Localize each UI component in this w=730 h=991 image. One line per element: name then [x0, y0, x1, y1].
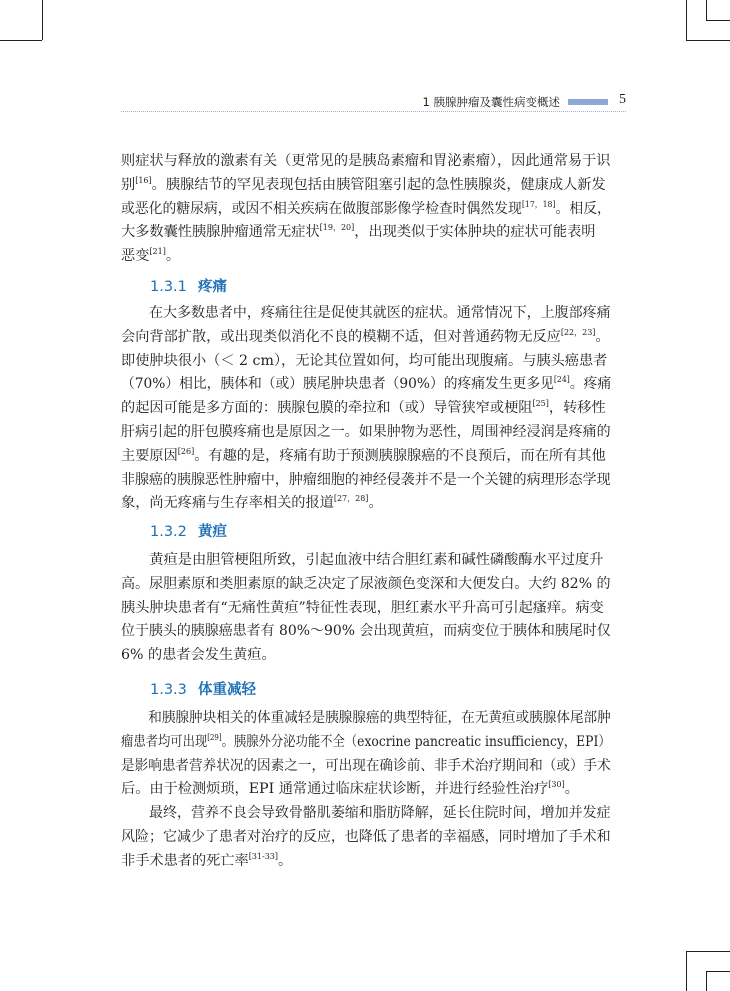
section-heading-pain — [150, 275, 227, 296]
text-line: 后。由于检测烦琐，EPI 通常通过临床症状诊断，并进行经验性治疗[30]。 — [121, 780, 579, 798]
text-line: 风险；它减少了患者对治疗的反应，也降低了患者的幸福感，同时增加了手术和 — [121, 828, 611, 845]
text-line: 高。尿胆素原和类胆素原的缺乏决定了尿液颜色变深和大便发白。大约 82% 的 — [121, 575, 611, 592]
header-rule — [121, 111, 626, 112]
crop-mark-top-right-vertical — [686, 0, 687, 40]
crop-mark-top-left-horizontal — [0, 40, 42, 41]
citation: [27，28] — [333, 494, 369, 504]
text-line: 的起因可能是多方面的：胰腺包膜的牵拉和（或）导管狭窄或梗阻[25]，转移性 — [121, 399, 606, 417]
text-line: 黄疸是由胆管梗阻所致，引起血液中结合胆红素和碱性磷酸酶水平过度升 — [121, 552, 604, 568]
text-line: 在大多数患者中，疼痛往往是促使其就医的症状。通常情况下，上腹部疼痛 — [121, 305, 611, 321]
text-line: 别[16]。胰腺结节的罕见表现包括由胰管阻塞引起的急性胰腺炎，健康成人新发 — [121, 175, 606, 193]
citation: [30] — [548, 780, 565, 790]
citation: [17，18] — [521, 199, 556, 209]
text-line: 6% 的患者会发生黄疸。 — [121, 647, 276, 664]
text-line: 象，尚无疼痛与生存率相关的报道[27，28]。 — [121, 494, 383, 512]
citation: [25] — [532, 399, 549, 409]
text-line: 肝病引起的肝包膜疼痛也是原因之一。如果肿物为恶性，周围神经浸润是疼痛的 — [121, 423, 611, 440]
text-line: 或恶化的糖尿病，或因不相关疾病在做腹部影像学检查时偶然发现[17，18]。相反， — [121, 199, 611, 217]
section-title: 体重减轻 — [198, 682, 256, 698]
citation: [29] — [207, 732, 222, 742]
section-title: 疼痛 — [198, 279, 227, 295]
text-line: 大多数囊性胰腺肿瘤通常无症状[19，20]，出现类似于实体肿块的症状可能表明 — [121, 223, 596, 241]
crop-mark-top-right-horizontal — [686, 40, 730, 41]
text-line: 位于胰头的胰腺癌患者有 80%～90% 会出现黄疸，而病变位于胰体和胰尾时仅 — [121, 623, 611, 640]
text-line: 是影响患者营养状况的因素之一，可出现在确诊前、非手术治疗期间和（或）手术 — [121, 757, 611, 774]
section-body-weight-loss — [121, 707, 611, 874]
text-line: 即使肿块很小（＜ 2 cm），无论其位置如何，均可能出现腹痛。与胰头癌患者 — [121, 352, 608, 369]
crop-mark-top-right-inner-h — [706, 20, 730, 21]
crop-mark-top-left-vertical — [42, 0, 43, 40]
text-line: 胰头肿块患者有“无痛性黄疸”特征性表现，胆红素水平升高可引起瘙痒。病变 — [121, 599, 604, 616]
header-accent-bar — [568, 99, 608, 105]
citation: [16] — [135, 175, 152, 185]
citation: [19，20] — [319, 223, 355, 233]
section-body-pain — [121, 302, 611, 516]
crop-mark-bottom-right-vertical — [686, 951, 687, 991]
crop-mark-bottom-right-horizontal — [686, 951, 730, 952]
intro-paragraph — [121, 150, 611, 269]
chapter-title: 1 胰腺肿瘤及囊性病变概述 — [422, 95, 560, 109]
section-number: 1.3.3 — [150, 682, 187, 698]
text-line: 非腺癌的胰腺恶性肿瘤中，肿瘤细胞的神经侵袭并不是一个关键的病理形态学现 — [121, 471, 611, 488]
citation: [21] — [149, 247, 166, 257]
text-line: 非手术患者的死亡率[31-33]。 — [121, 851, 293, 869]
section-number: 1.3.1 — [150, 279, 187, 295]
text-line: 则症状与释放的激素有关（更常见的是胰岛素瘤和胃泌素瘤），因此通常易于识 — [121, 153, 611, 169]
section-heading-weight-loss — [150, 678, 256, 699]
text-line: 最终，营养不良会导致骨骼肌萎缩和脂肪降解，延长住院时间，增加并发症 — [121, 805, 611, 822]
text-line: 会向背部扩散，或出现类似消化不良的模糊不适，但对普通药物无反应[22，23]。 — [121, 327, 610, 345]
text-line: 瘤患者均可出现[29]。胰腺外分泌功能不全（exocrine pancreatic insufficiency，EPI） — [121, 732, 611, 750]
text-line: 主要原因[26]。有趣的是，疼痛有助于预测胰腺腺癌的不良预后，而在所有其他 — [121, 446, 606, 464]
citation: [26] — [177, 446, 195, 456]
section-body-jaundice — [121, 549, 611, 668]
text-line: 恶变[21]。 — [121, 247, 181, 265]
citation: [24] — [553, 375, 570, 385]
section-title: 黄疸 — [198, 524, 227, 540]
section-number: 1.3.2 — [150, 524, 187, 540]
crop-mark-bottom-right-inner-h — [706, 971, 730, 972]
page-number: 5 — [619, 92, 626, 107]
running-header — [121, 94, 626, 112]
crop-mark-top-right-inner — [706, 0, 707, 20]
section-heading-jaundice — [150, 520, 227, 541]
crop-mark-bottom-right-inner — [706, 971, 707, 991]
text-line: （70%）相比，胰体和（或）胰尾肿块患者（90%）的疼痛发生更多见[24]。疼痛 — [121, 375, 612, 393]
citation: [31-33] — [248, 851, 279, 861]
citation: [22，23] — [560, 327, 596, 337]
text-line: 和胰腺肿块相关的体重减轻是胰腺腺癌的典型特征，在无黄疸或胰腺体尾部肿 — [121, 710, 611, 726]
